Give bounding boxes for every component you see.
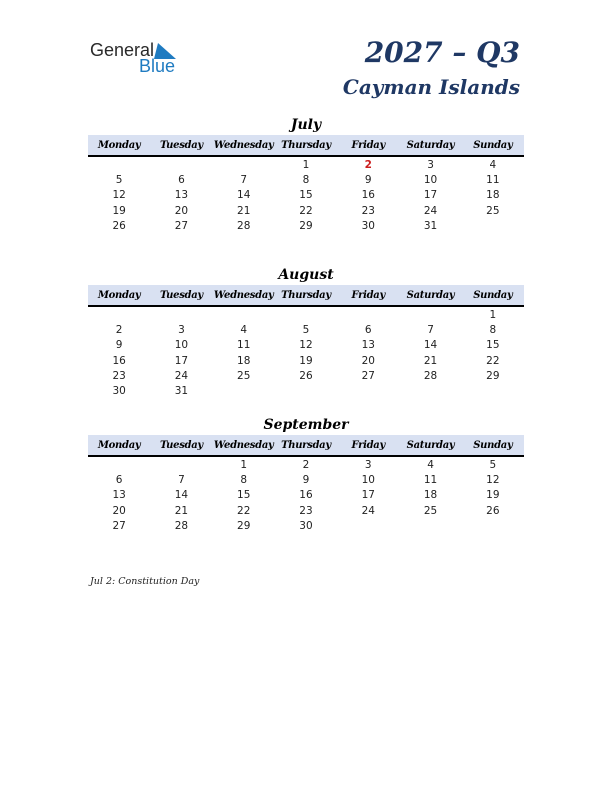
date-cell: 27 bbox=[174, 219, 189, 232]
date-cell: 5 bbox=[302, 323, 310, 336]
weekday-label: Sunday bbox=[473, 439, 513, 451]
weekday-label: Tuesday bbox=[159, 139, 203, 151]
date-cell: 9 bbox=[364, 173, 372, 186]
date-cell: 3 bbox=[427, 158, 434, 171]
date-cell: 29 bbox=[299, 219, 313, 232]
date-cell: 9 bbox=[115, 339, 123, 352]
date-cell: 4 bbox=[489, 158, 497, 171]
date-cell: 26 bbox=[112, 219, 126, 232]
date-cell: 15 bbox=[486, 339, 500, 352]
date-cell: 28 bbox=[174, 519, 189, 532]
week-row bbox=[88, 188, 524, 203]
date-cell: 9 bbox=[302, 473, 310, 486]
week-row bbox=[88, 488, 524, 503]
week-row bbox=[88, 338, 524, 353]
weekday-label: Thursday bbox=[281, 289, 331, 301]
date-cell: 24 bbox=[361, 504, 375, 517]
date-cell: 20 bbox=[174, 204, 189, 217]
date-cell: 1 bbox=[489, 308, 497, 321]
week-row bbox=[88, 322, 524, 337]
weekday-label: Thursday bbox=[281, 139, 331, 151]
holiday-note: Jul 2: Constitution Day bbox=[90, 576, 200, 587]
date-cell: 1 bbox=[302, 158, 310, 171]
date-cell: 21 bbox=[174, 504, 189, 517]
date-cell: 16 bbox=[361, 189, 375, 202]
month-name: September bbox=[263, 417, 349, 433]
date-cell: 14 bbox=[423, 339, 438, 352]
weekday-label: Thursday bbox=[281, 439, 331, 451]
date-cell: 4 bbox=[427, 458, 434, 471]
date-cell: 1 bbox=[240, 458, 248, 471]
date-cell: 11 bbox=[486, 173, 500, 186]
date-cell: 18 bbox=[237, 354, 251, 367]
week-row bbox=[88, 368, 524, 383]
weekday-label: Saturday bbox=[406, 139, 455, 151]
date-cell: 28 bbox=[237, 219, 251, 232]
date-cell: 14 bbox=[174, 489, 189, 502]
week-row bbox=[88, 307, 524, 322]
date-cell: 15 bbox=[237, 489, 251, 502]
date-cell: 8 bbox=[489, 323, 497, 336]
date-cell: 7 bbox=[240, 173, 248, 186]
date-cell: 30 bbox=[361, 219, 375, 232]
quarter-title: 2027 – Q3 bbox=[364, 36, 520, 69]
date-cell: 21 bbox=[237, 204, 251, 217]
date-cell: 22 bbox=[299, 204, 313, 217]
week-row bbox=[88, 518, 524, 533]
week-row bbox=[88, 353, 524, 368]
week-row bbox=[88, 472, 524, 487]
date-cell: 12 bbox=[299, 339, 313, 352]
date-cell: 12 bbox=[112, 189, 126, 202]
week-row bbox=[88, 157, 524, 172]
date-cell: 31 bbox=[174, 385, 189, 398]
date-cell: 18 bbox=[423, 489, 438, 502]
date-cell: 4 bbox=[240, 323, 248, 336]
date-cell: 30 bbox=[112, 385, 126, 398]
date-cell: 10 bbox=[174, 339, 189, 352]
date-cell: 25 bbox=[423, 504, 438, 517]
weekday-header bbox=[88, 435, 524, 457]
date-cell: 19 bbox=[486, 489, 500, 502]
date-cell: 15 bbox=[299, 189, 313, 202]
date-cell: 25 bbox=[486, 204, 500, 217]
date-cell: 20 bbox=[361, 354, 375, 367]
weekday-header bbox=[88, 135, 524, 157]
date-cell: 8 bbox=[240, 473, 248, 486]
month-july bbox=[88, 115, 524, 233]
date-cell: 8 bbox=[302, 173, 310, 186]
date-cell: 17 bbox=[174, 354, 189, 367]
weekday-label: Sunday bbox=[473, 289, 513, 301]
date-cell: 3 bbox=[178, 323, 185, 336]
date-cell: 7 bbox=[427, 323, 434, 336]
date-cell: 13 bbox=[112, 489, 126, 502]
date-cell: 6 bbox=[364, 323, 372, 336]
date-cell: 20 bbox=[112, 504, 126, 517]
month-name: July bbox=[290, 117, 322, 133]
weekday-label: Saturday bbox=[406, 439, 455, 451]
date-cell: 17 bbox=[423, 189, 438, 202]
date-cell: 24 bbox=[174, 369, 189, 382]
date-cell: 25 bbox=[237, 369, 251, 382]
weekday-label: Friday bbox=[351, 289, 385, 301]
date-cell: 30 bbox=[299, 519, 313, 532]
date-cell: 13 bbox=[174, 189, 189, 202]
date-cell: 2 bbox=[115, 323, 123, 336]
month-september bbox=[88, 415, 524, 533]
date-cell: 21 bbox=[423, 354, 438, 367]
date-cell: 5 bbox=[489, 458, 497, 471]
date-cell: 31 bbox=[423, 219, 438, 232]
date-cell: 29 bbox=[237, 519, 251, 532]
date-cell: 6 bbox=[178, 173, 185, 186]
date-cell: 19 bbox=[299, 354, 313, 367]
weekday-label: Monday bbox=[97, 139, 141, 151]
weekday-label: Sunday bbox=[473, 139, 513, 151]
date-cell: 7 bbox=[178, 473, 185, 486]
week-row bbox=[88, 457, 524, 472]
date-cell: 3 bbox=[364, 458, 372, 471]
generalblue-logo bbox=[90, 40, 190, 76]
date-cell: 13 bbox=[361, 339, 375, 352]
month-grid bbox=[88, 457, 524, 533]
month-august bbox=[88, 265, 524, 399]
date-cell: 12 bbox=[486, 473, 500, 486]
week-row bbox=[88, 172, 524, 187]
weekday-label: Wednesday bbox=[213, 139, 274, 151]
date-cell: 26 bbox=[299, 369, 313, 382]
country-title: Cayman Islands bbox=[342, 75, 520, 99]
date-cell: 14 bbox=[237, 189, 251, 202]
week-row bbox=[88, 503, 524, 518]
date-cell: 19 bbox=[112, 204, 126, 217]
date-cell: 26 bbox=[486, 504, 500, 517]
weekday-label: Friday bbox=[351, 439, 385, 451]
date-cell: 24 bbox=[423, 204, 438, 217]
weekday-label: Monday bbox=[97, 439, 141, 451]
weekday-label: Tuesday bbox=[159, 439, 203, 451]
date-cell: 17 bbox=[361, 489, 375, 502]
date-cell: 5 bbox=[115, 173, 123, 186]
date-cell: 29 bbox=[486, 369, 500, 382]
date-cell: 2 bbox=[302, 458, 310, 471]
month-name: August bbox=[278, 267, 334, 283]
weekday-label: Tuesday bbox=[159, 289, 203, 301]
week-row bbox=[88, 383, 524, 398]
date-cell: 22 bbox=[486, 354, 500, 367]
weekday-label: Wednesday bbox=[213, 289, 274, 301]
month-grid bbox=[88, 307, 524, 399]
date-cell: 27 bbox=[361, 369, 375, 382]
date-cell: 11 bbox=[237, 339, 251, 352]
month-grid bbox=[88, 157, 524, 233]
date-cell: 10 bbox=[361, 473, 375, 486]
date-cell: 16 bbox=[299, 489, 313, 502]
logo-text-blue: Blue bbox=[139, 56, 176, 76]
holiday-date: 2 bbox=[364, 158, 372, 171]
weekday-label: Wednesday bbox=[213, 439, 274, 451]
weekday-header bbox=[88, 285, 524, 307]
date-cell: 11 bbox=[423, 473, 438, 486]
date-cell: 6 bbox=[115, 473, 123, 486]
date-cell: 23 bbox=[299, 504, 313, 517]
date-cell: 27 bbox=[112, 519, 126, 532]
week-row bbox=[88, 203, 524, 218]
weekday-label: Saturday bbox=[406, 289, 455, 301]
date-cell: 23 bbox=[361, 204, 375, 217]
weekday-label: Friday bbox=[351, 139, 385, 151]
week-row bbox=[88, 218, 524, 233]
weekday-label: Monday bbox=[97, 289, 141, 301]
date-cell: 10 bbox=[423, 173, 438, 186]
date-cell: 16 bbox=[112, 354, 126, 367]
date-cell: 18 bbox=[486, 189, 500, 202]
logo-text-general: General bbox=[90, 40, 155, 60]
date-cell: 22 bbox=[237, 504, 251, 517]
date-cell: 28 bbox=[423, 369, 438, 382]
date-cell: 23 bbox=[112, 369, 126, 382]
